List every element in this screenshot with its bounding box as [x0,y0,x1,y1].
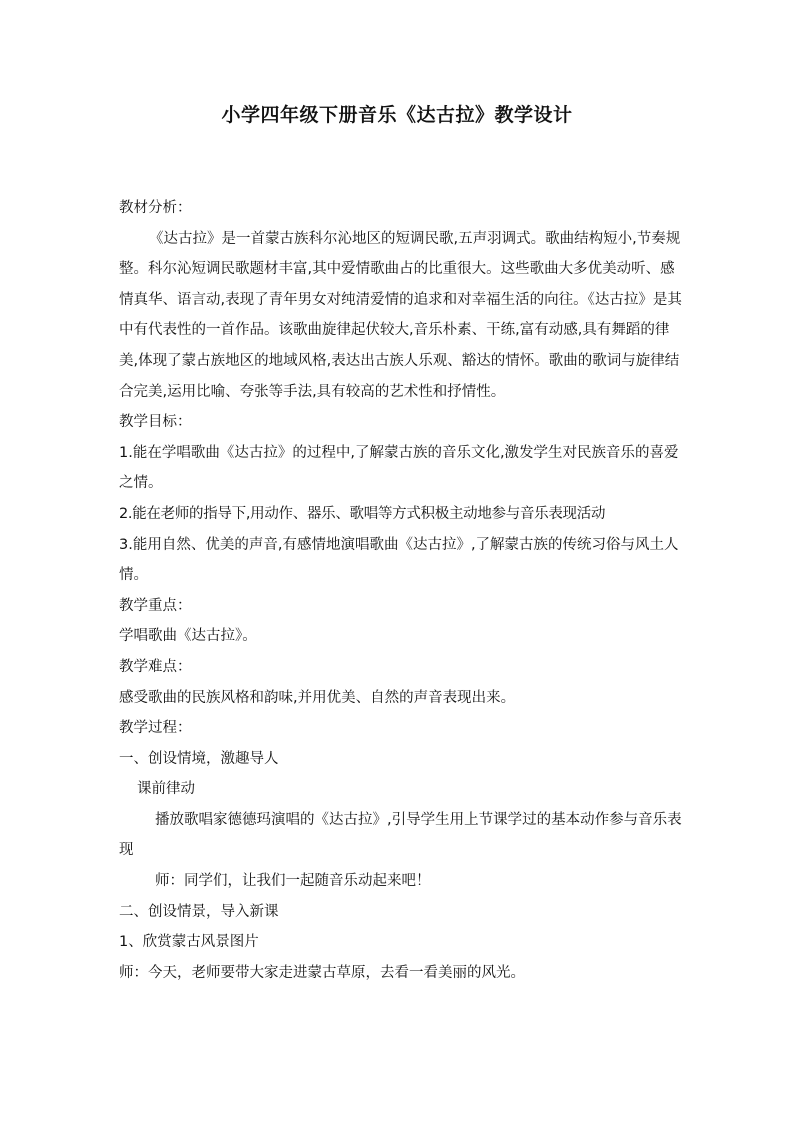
document-body [119,193,684,988]
teacher-line-2: 师：今天，老师要带大家走进蒙古草原，去看一看美丽的风光。 [119,964,525,981]
process-step-1-heading: 一、创设情境，激趣导人 [119,750,279,767]
process-warmup-heading: 课前律动 [137,781,195,798]
goal-item-3: 3.能用自然、优美的声音,有感情地演唱歌曲《达古拉》,了解蒙古族的传统习俗与风土人情。 [119,536,679,584]
process-step-2-sub-1: 1、欣赏蒙古风景图片 [119,934,259,951]
difficulties-text: 感受歌曲的民族风格和韵味,并用优美、自然的声音表现出来。 [119,689,516,706]
section-heading-material-analysis: 教材分析： [119,200,192,216]
section-heading-teaching-goals: 教学目标： [119,414,192,431]
process-warmup-text: 播放歌唱家德德玛演唱的《达古拉》,引导学生用上节课学过的基本动作参与音乐表现 [119,811,682,859]
process-step-2-heading: 二、创设情景，导入新课 [119,903,279,920]
section-heading-difficulties: 教学难点： [119,658,192,675]
goal-item-2: 2.能在老师的指导下,用动作、器乐、歌唱等方式积极主动地参与音乐表现活动 [119,505,606,522]
goal-item-1: 1.能在学唱歌曲《达古拉》的过程中,了解蒙古族的音乐文化,激发学生对民族音乐的喜爱之情。 [119,444,679,492]
key-points-text: 学唱歌曲《达古拉》。 [119,628,257,645]
document-title: 小学四年级下册音乐《达古拉》教学设计 [221,104,573,126]
section-heading-key-points: 教学重点： [119,597,192,614]
paragraph-material-analysis: 《达古拉》是一首蒙古族科尔沁地区的短调民歌,五声羽调式。歌曲结构短小,节奏规整。科尔沁短调民歌题材丰富,其中爱情歌曲占的比重很大。这些歌曲大多优美动听、感情真华、语言动,表现了青年男女对纯清爱情的追求和对幸福生活的向往。《达古拉》是其中有代表性的一首作品。该歌曲旋律起伏较大,音乐朴素、干练,富有动感,具有舞蹈的律美,体现了蒙占族地区的地域风格,表达出古族人乐观、豁达的情怀。歌曲的歌词与旋律结合完美,运用比喻、夸张等手法,具有较高的艺术性和抒情性。 [119,230,682,400]
section-heading-process: 教学过程： [119,720,192,737]
teacher-line-1: 师：同学们，让我们一起随音乐动起来吧！ [155,873,431,890]
